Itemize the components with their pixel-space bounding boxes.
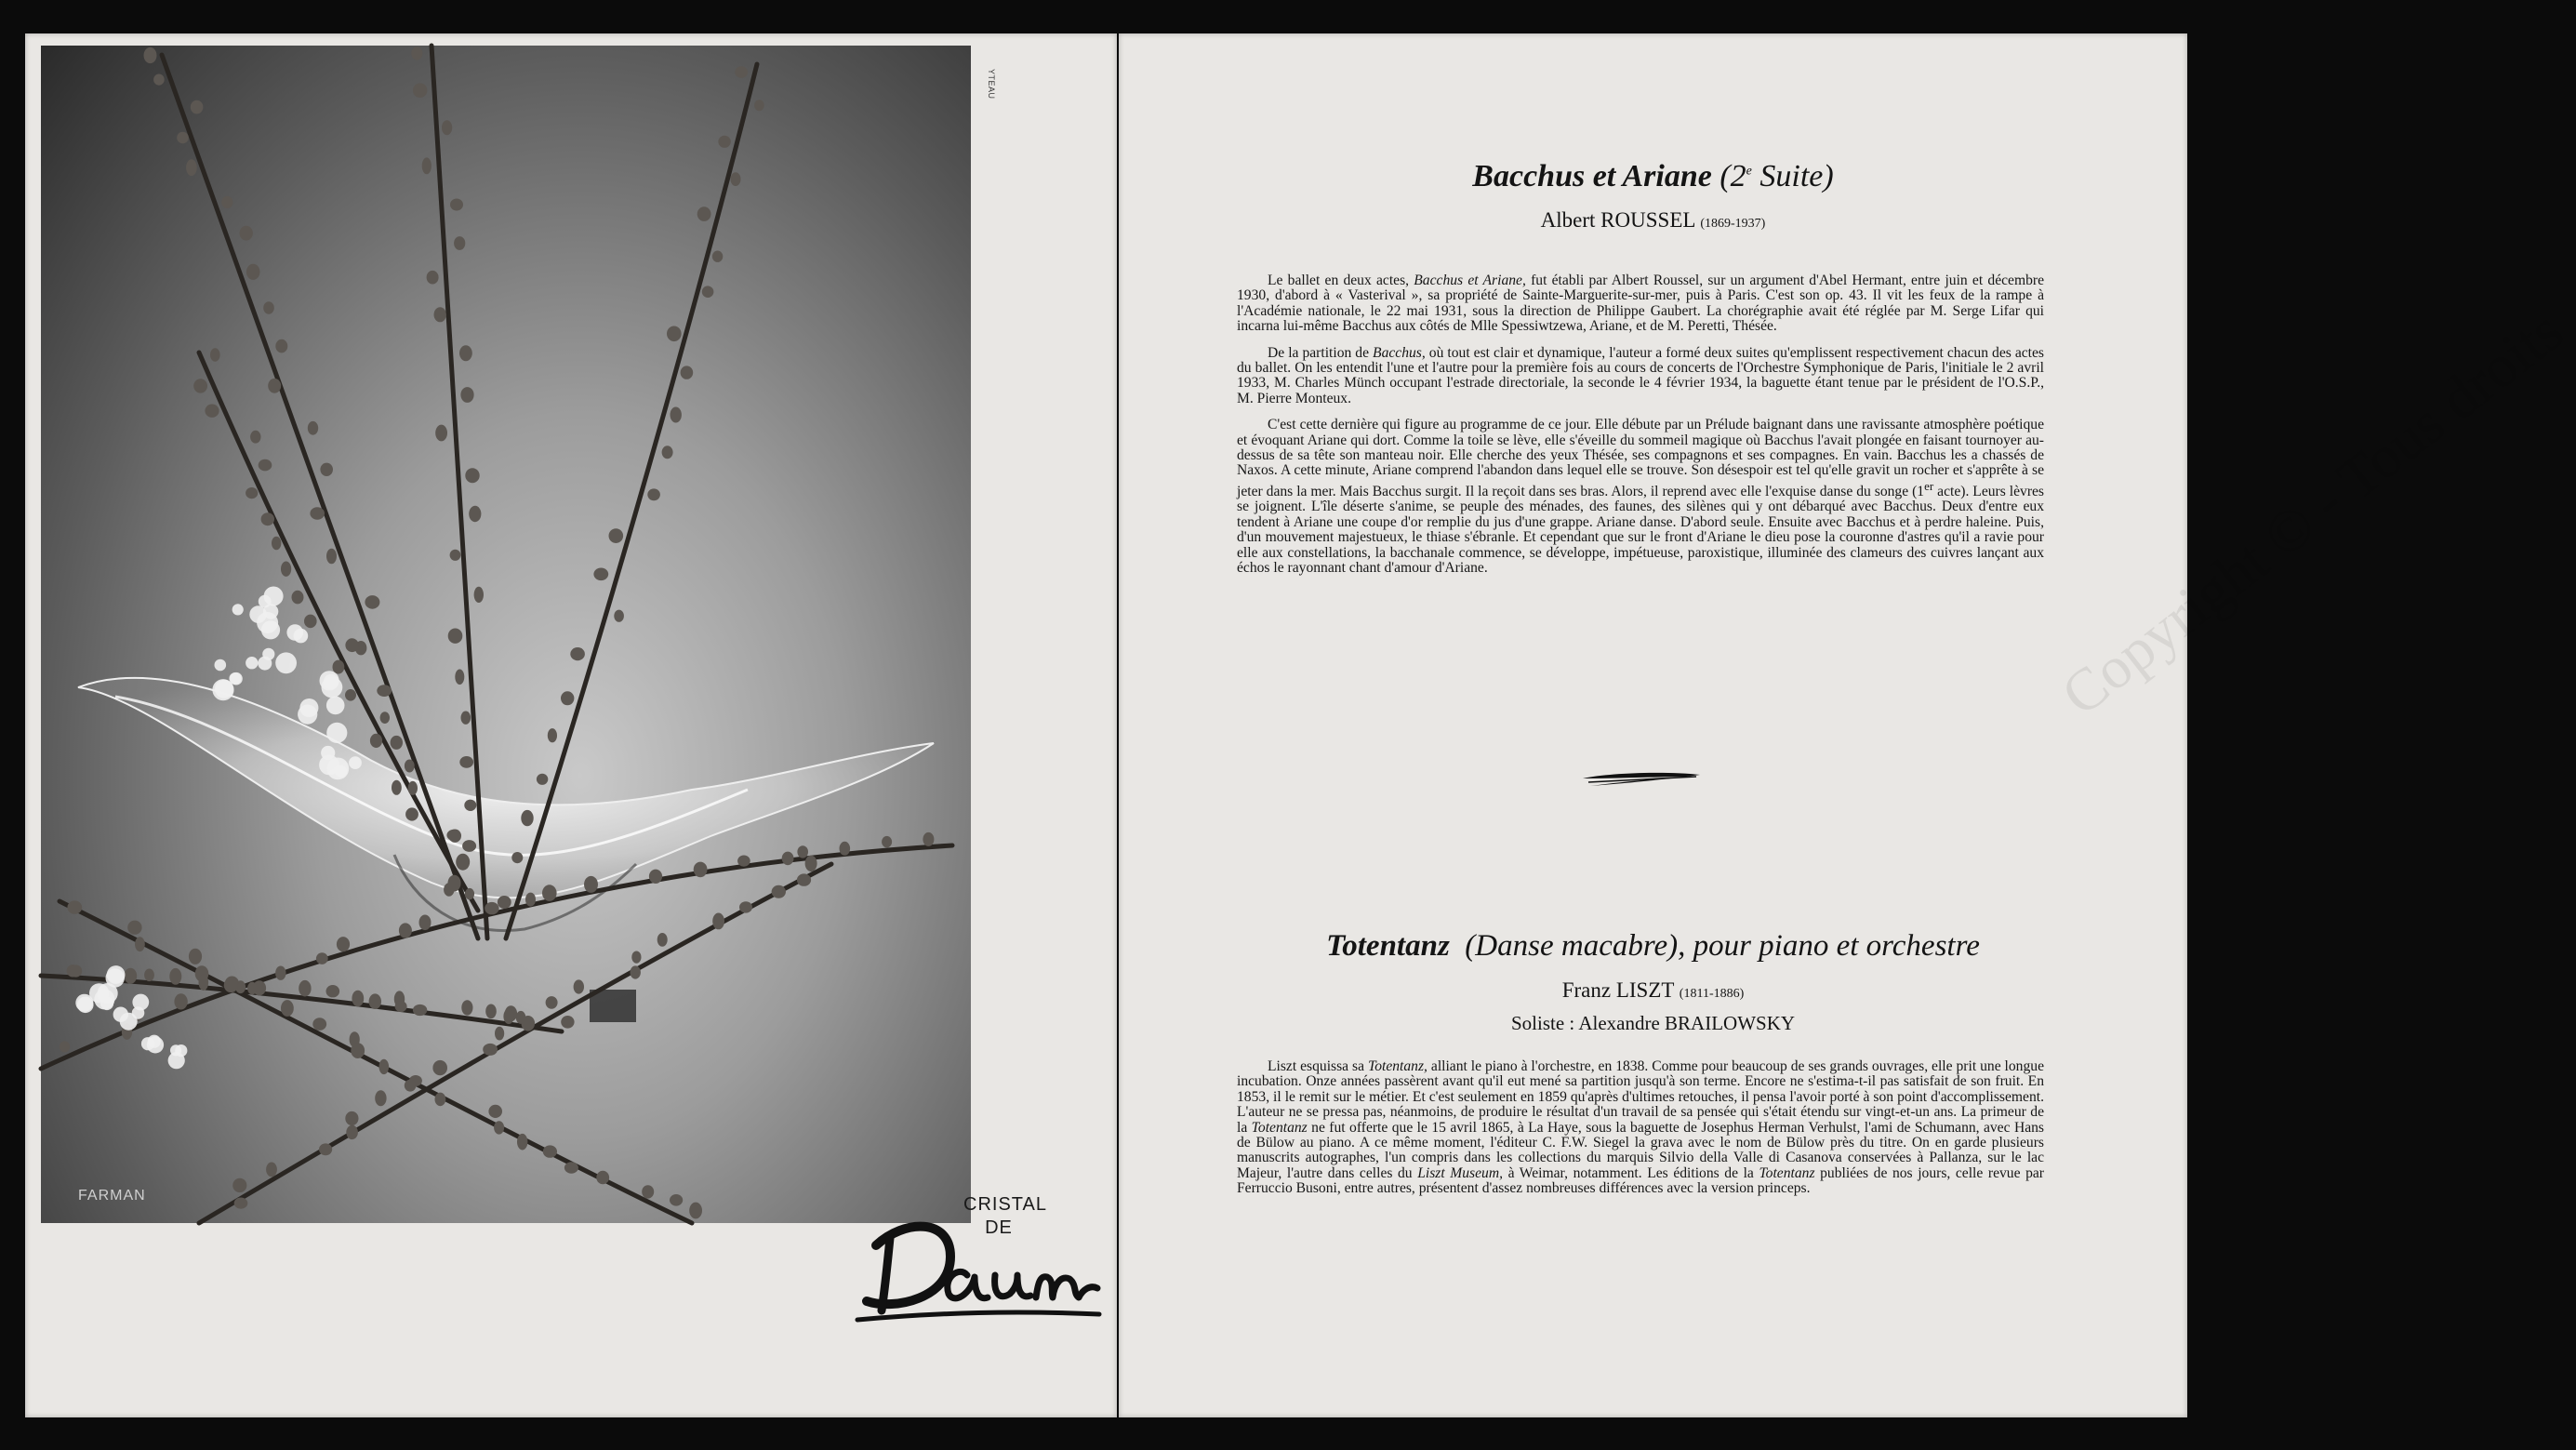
bud <box>345 638 358 652</box>
bud <box>667 326 682 342</box>
bud <box>193 379 207 392</box>
bud <box>840 842 851 856</box>
bud <box>337 937 350 951</box>
bud <box>548 728 557 742</box>
bud <box>670 1194 683 1206</box>
brush-stroke-ornament <box>1581 765 1702 793</box>
bud <box>498 896 511 909</box>
bud <box>712 913 724 930</box>
bud <box>455 670 464 685</box>
bud <box>454 236 465 250</box>
bud <box>517 1134 527 1151</box>
bud <box>432 1060 447 1075</box>
bud <box>405 1080 417 1092</box>
bud <box>375 1090 386 1106</box>
copyright-watermark: Copyright © - Tous droits <box>2049 297 2575 728</box>
piece-1-paragraph-2 <box>1237 346 2044 407</box>
bud <box>631 951 641 964</box>
bud <box>246 487 258 499</box>
bud <box>210 348 220 362</box>
piece-1-title-main: Bacchus et Ariane <box>1472 159 1712 193</box>
bud <box>797 873 811 885</box>
bud <box>246 264 260 280</box>
text-run: C'est cette dernière qui figure au programme de ce jour. Elle débute par un Prélude baignant dans une ravissante atmosphère poétique et évoquant Ariane qui dort. Comme la toile se lève, elle s'éveille du sommeil magique où Bacchus l'avait plongée en faisant tournoyer au-dessus de sa tête son manteau noir. Elle cherche des yeux Thésée, ses compagnons et ses compagnes. En vain. Bacchus les a chassés de Naxos. A cette minute, Ariane comprend l'abandon dans lequel elle se trouve. Son désespoir est tel qu'elle gravit un rocher et s'apprête à se jeter dans la mer. Mais Bacchus surgit. Il la reçoit dans ses bras. Alors, il reprend avec elle l'exquise danse du songe (1 <box>1237 417 2044 500</box>
blossom-flower <box>89 983 109 1003</box>
bud <box>574 979 584 993</box>
bud <box>319 1143 332 1155</box>
bud <box>735 66 748 78</box>
bud <box>205 405 219 418</box>
blossom-flower <box>148 1035 161 1048</box>
bud <box>542 885 557 901</box>
bud <box>494 1121 504 1134</box>
bud <box>456 854 470 871</box>
bud <box>596 1171 609 1185</box>
italic-run: Totentanz <box>1759 1164 1815 1181</box>
blossom-flower <box>298 705 317 725</box>
bud <box>224 978 238 993</box>
bud <box>408 781 418 795</box>
bud <box>144 47 157 63</box>
bud <box>177 132 189 144</box>
bud <box>365 595 379 609</box>
bud <box>511 852 523 863</box>
brand-line-2: DE <box>985 1217 1013 1238</box>
bud <box>299 980 311 997</box>
italic-run: Totentanz <box>1251 1119 1308 1136</box>
bud <box>124 968 137 984</box>
bud <box>392 780 402 795</box>
bud <box>310 507 325 519</box>
bud <box>405 760 415 773</box>
bud <box>351 1043 365 1058</box>
bud <box>395 1001 407 1012</box>
bud <box>543 1145 557 1157</box>
bud <box>380 712 390 724</box>
italic-run: Totentanz, <box>1367 1058 1427 1074</box>
bud <box>189 949 202 964</box>
bud <box>199 974 209 991</box>
bud <box>462 840 476 852</box>
piece-1-title <box>1119 159 2187 194</box>
blossom-flower <box>294 629 309 644</box>
bud <box>609 528 624 543</box>
blossom-buds <box>60 47 935 1218</box>
bud <box>584 876 598 893</box>
bud <box>434 307 446 322</box>
text-run: Liszt esquissa sa <box>1268 1058 1368 1074</box>
text-run: Le ballet en deux actes, <box>1268 273 1414 288</box>
bud <box>662 446 673 459</box>
bud <box>391 736 403 750</box>
blossom-flower <box>230 672 243 685</box>
text-run: à Weimar, notamment. Les éditions de la <box>1502 1164 1759 1181</box>
blossom-flower <box>321 746 335 760</box>
piece-1-title-sup: e <box>1746 164 1752 179</box>
bud <box>718 136 730 148</box>
bud <box>234 1198 248 1209</box>
bud <box>370 734 382 748</box>
superscript-run: er <box>1924 478 1934 493</box>
bud <box>345 1111 358 1125</box>
blossom-flower <box>349 756 362 769</box>
bud <box>446 830 460 841</box>
piece-1-title-close: Suite) <box>1751 159 1834 193</box>
daum-signature-logo <box>839 1201 1109 1340</box>
bud <box>614 610 624 622</box>
bud <box>561 1016 574 1029</box>
bud <box>442 120 452 135</box>
piece-2-soloist: Soliste : Alexandre BRAILOWSKY <box>1510 1012 1796 1034</box>
bud <box>459 345 472 361</box>
blossom-flower <box>275 652 297 673</box>
bud <box>503 1009 513 1025</box>
bud <box>681 366 694 379</box>
bud <box>537 774 548 785</box>
bud <box>221 196 232 208</box>
blossom-flower <box>326 697 345 715</box>
bud <box>564 1162 578 1173</box>
bud <box>70 964 82 977</box>
blossom-branch-photo <box>41 46 971 1223</box>
blossom-flower <box>246 657 258 669</box>
piece-1-composer-name: Albert ROUSSEL <box>1540 208 1695 232</box>
bud <box>67 900 82 913</box>
blossom-flower <box>120 1013 138 1031</box>
bud <box>465 888 474 899</box>
bud <box>413 83 427 98</box>
bud <box>782 852 794 866</box>
bud <box>712 251 723 262</box>
bud <box>522 1016 536 1031</box>
bud <box>460 387 473 403</box>
text-run: publiées de nos jours, celle revue par Ferruccio Busoni, entre autres, présentent d'assez nombreuses différences avec la version princeps. <box>1237 1164 2044 1197</box>
bud <box>308 421 318 435</box>
piece-2-composer-dates: (1811-1886) <box>1679 987 1745 1001</box>
bud <box>689 1203 702 1219</box>
piece-1-composer-dates: (1869-1937) <box>1700 217 1766 231</box>
text-run: alliant le piano à l'orchestre, en 1838. Comme pour beaucoup de ses grands ouvrages, elle prit une longue incubation. Onze années passèrent avant qu'il eut mené sa partition jusqu'à son terme. Encore ne s'estima-t-il pas satisfait de son fruit. En 1853, il le remit sur le métier. Et c'est seulement en 1859 qu'après d'ultimes retouches, il pensa l'avoir porté à son point d'accomplissement. L'auteur ne se pressa pas, néanmoins, de produire le résultat d'un travail de sa pensée qui s'était étendu sur vingt-et-un ans. La primeur de la <box>1237 1058 2044 1136</box>
bud <box>247 982 257 995</box>
bud <box>754 100 764 111</box>
piece-1-title-open: (2 <box>1711 159 1746 193</box>
bud <box>413 1004 427 1016</box>
blossom-flower <box>132 994 149 1011</box>
bud <box>649 870 662 884</box>
bud <box>427 271 439 285</box>
bud <box>495 1027 504 1041</box>
text-run: où tout est clair et dynamique, l'auteur a formé deux suites qu'emplissent respectivement chacun des actes du ballet. On les entendit l'une et l'autre pour la première fois au cours de concerts de l'Orchestre Symphonique de Paris, l'initiale le 2 avril 1933, M. Charles Münch occupant l'estrade directoriale, la seconde le 4 février 1934, la baguette étant tenue par le président de l'O.S.P., M. Pierre Monteux. <box>1237 344 2044 406</box>
bud <box>435 425 447 442</box>
italic-run: Bacchus, <box>1373 344 1426 361</box>
bud <box>593 568 608 581</box>
bud <box>345 689 356 701</box>
piece-1-composer <box>1119 208 2187 233</box>
bud <box>333 660 345 674</box>
bud <box>275 966 285 980</box>
bud <box>464 800 476 811</box>
bud <box>174 993 187 1009</box>
bud <box>561 691 574 705</box>
text-run: acte). Leurs lèvres se joignent. L'île déserte s'anime, se peuple des ménades, des faunes, des silènes qui y ont débarqué avec Bacchus. Deux d'entre eux tendent à Ariane une coupe d'or remplie du jus d'une grappe. Ariane danse. D'abord seule. Ensuite avec Bacchus et à perdre haleine. Puis, d'un mouvement majestueux, le thiase s'ébranle. Et cependant que sur le front d'Ariane le dieu pose la couronne d'astres qu'il a ravie pour elle aux constellations, la bacchanale commence, se développe, impétueuse, paroxistique, illuminée des clameurs des cuivres lançant aux échos le rayonnant chant d'amour d'Ariane. <box>1237 484 2044 577</box>
right-page <box>1119 33 2575 1417</box>
piece-2-notes <box>1237 1059 2044 1208</box>
blossom-flower <box>212 679 233 700</box>
bud <box>153 74 165 86</box>
piece-2-title-main: Totentanz <box>1326 929 1450 963</box>
bud <box>292 591 304 605</box>
bud <box>631 965 641 978</box>
piece-2-title-rest: (Danse macabre), pour piano et orchestre <box>1449 929 1980 963</box>
bud <box>570 647 585 660</box>
bud <box>525 893 536 907</box>
bud <box>485 902 498 914</box>
blossom-flower <box>168 1052 185 1069</box>
bud <box>731 172 741 186</box>
bud <box>485 1004 497 1019</box>
photographer-credit: FARMAN <box>78 1188 146 1204</box>
bud <box>320 463 333 476</box>
bud <box>259 459 272 472</box>
bud <box>546 996 558 1009</box>
bud <box>411 47 422 60</box>
bud <box>737 856 750 867</box>
bud <box>450 199 463 211</box>
bud <box>642 1185 654 1198</box>
bud <box>135 937 145 951</box>
bud <box>435 1093 446 1107</box>
bud <box>697 206 711 221</box>
bud <box>281 1000 294 1017</box>
bud <box>739 901 752 912</box>
crystal-vase-photo <box>41 46 971 1223</box>
brand-line-1: CRISTAL <box>963 1194 1047 1215</box>
bud <box>379 1059 390 1074</box>
left-page <box>25 33 1117 1417</box>
bud <box>647 488 660 500</box>
bud <box>474 587 484 603</box>
bud <box>488 1105 502 1118</box>
blossom-flower <box>261 620 280 639</box>
blossom-flower <box>77 997 94 1014</box>
bud <box>312 1018 326 1031</box>
bud <box>275 339 287 353</box>
piece-2-composer <box>1119 978 2187 1003</box>
piece-1-paragraph-1 <box>1237 273 2044 335</box>
bud <box>465 468 479 483</box>
bud <box>459 756 473 768</box>
bud <box>326 985 340 997</box>
bud <box>60 1041 70 1052</box>
bud <box>797 845 808 858</box>
bud <box>657 933 668 947</box>
bud <box>448 875 461 892</box>
italic-run: Liszt Museum, <box>1417 1164 1503 1181</box>
bud <box>377 685 392 697</box>
bud <box>461 712 471 725</box>
bud <box>694 862 708 878</box>
bud <box>483 1044 498 1056</box>
bud <box>772 885 786 898</box>
italic-run: Bacchus et Ariane, <box>1414 273 1526 288</box>
bud <box>422 157 432 174</box>
blossom-flower <box>215 659 227 672</box>
bud <box>346 1125 358 1139</box>
blossom-flower <box>322 677 343 698</box>
blossom-flower <box>106 968 125 987</box>
branch-stroke <box>199 864 831 1223</box>
bud <box>191 100 204 114</box>
text-run: De la partition de <box>1268 344 1374 361</box>
bud <box>268 379 281 393</box>
bud <box>702 286 714 298</box>
bud <box>281 562 291 577</box>
bud <box>450 550 461 561</box>
bud <box>923 832 934 846</box>
bud <box>469 506 481 522</box>
text-run: ne fut offerte que le 15 avril 1865, à La Haye, sous la baguette de Josephus Herman Verhulst, l'ami de Schumann, avec Hans de Bülow au piano. A ce même moment, l'éditeur C. F.W. Siegel la grava avec le nom de Bülow près du titre. On en garde plusieurs manuscrits autographes, l'un compris dans les collections du marquis Silvio della Valle di Casanova conservées à Pallanza, sur le lac Majeur, l'autre dans celles du <box>1237 1119 2044 1181</box>
piece-2-paragraph-1 <box>1237 1059 2044 1197</box>
bud <box>261 512 274 525</box>
blossom-flower <box>326 723 347 743</box>
blossom-flower <box>326 758 349 780</box>
bud <box>419 915 432 931</box>
bud <box>144 969 154 982</box>
text-run: fut établi par Albert Roussel, sur un argument d'Abel Hermant, entre juin et décembre 1930, d'abord à « Vasterival », sa propriété de Sainte-Marguerite-sur-mer, puis à Paris. C'est son op. 43. Il vit les feux de la rampe à l'Académie nationale, le 22 mai 1931, sous la direction de Philippe Gaubert. La chorégraphie avait été réglée par M. Serge Lifar qui incarna lui-même Bacchus aux côtés de Mlle Spessiwtzewa, Ariane, et de M. Peretti, Thésée. <box>1237 273 2045 335</box>
bud <box>263 301 274 313</box>
bud <box>461 1000 472 1015</box>
bud <box>272 537 281 550</box>
bud <box>127 921 141 935</box>
bud <box>352 991 364 1007</box>
piece-2-composer-name: Franz LISZT <box>1561 978 1675 1002</box>
piece-1-notes <box>1237 273 2044 588</box>
bud <box>326 549 337 565</box>
bud <box>448 629 463 644</box>
photo-credit: YTEAU <box>987 69 996 100</box>
blossom-flower <box>263 604 278 619</box>
bud <box>671 407 682 423</box>
blossom-flower <box>232 604 244 615</box>
bud <box>405 807 418 820</box>
bud <box>240 226 253 241</box>
bud <box>369 993 381 1009</box>
bud <box>521 810 533 826</box>
bud <box>250 431 260 444</box>
bud <box>169 968 181 985</box>
piece-2-title <box>1119 929 2187 964</box>
blossom-flower <box>258 657 272 671</box>
bud <box>805 856 817 871</box>
bud <box>399 923 412 938</box>
bud <box>316 952 328 964</box>
bud <box>266 1163 277 1177</box>
bud <box>882 836 892 847</box>
bud <box>232 1178 246 1192</box>
bud <box>186 159 197 176</box>
piece-1-paragraph-3 <box>1237 418 2044 576</box>
bud <box>304 615 317 629</box>
